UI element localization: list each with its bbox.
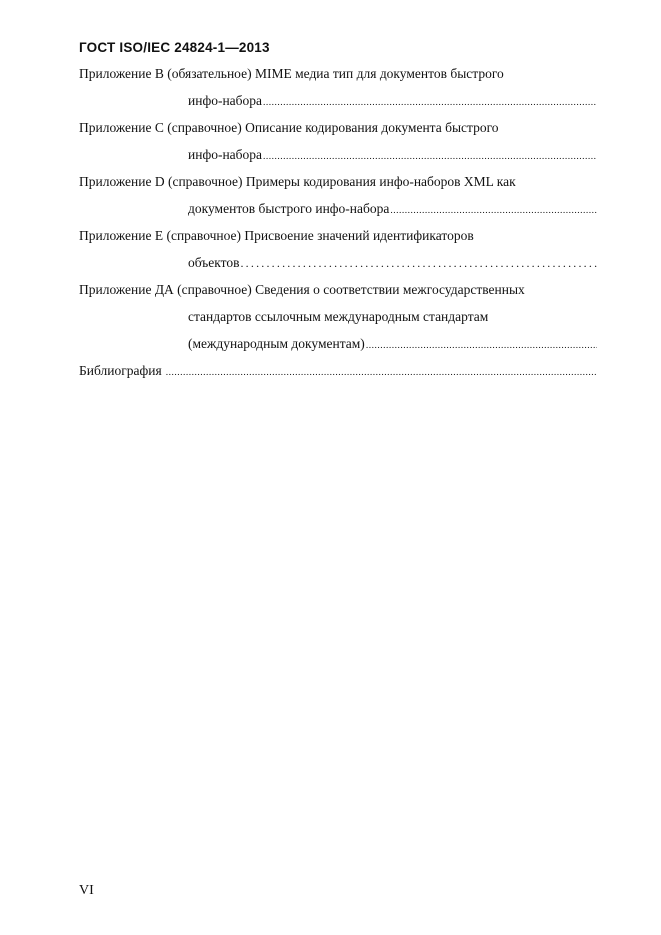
- dot-leader: [263, 94, 597, 110]
- dot-leader: [240, 254, 597, 272]
- toc-entry-title: Приложение E (справочное) Присвоение значений идентификаторов: [79, 228, 474, 243]
- document-header: [79, 40, 270, 55]
- toc-entry-text: объектов: [188, 255, 240, 270]
- toc-entry-annex-c[interactable]: [79, 118, 597, 164]
- toc-entry-continuation: [79, 334, 597, 353]
- toc-entry-annex-d[interactable]: [79, 172, 597, 218]
- toc-entry-annex-b[interactable]: [79, 64, 597, 110]
- toc-entry-bibliography[interactable]: [79, 361, 597, 380]
- dot-leader: [166, 364, 597, 380]
- toc-entry-continuation: [79, 91, 597, 110]
- toc-entry-text: (международным документам): [188, 336, 365, 351]
- toc-entry-annex-e[interactable]: [79, 226, 597, 272]
- toc-entry-continuation: стандартов ссылочным международным стандартам: [188, 309, 489, 324]
- toc-entry-continuation: [79, 145, 597, 164]
- toc-entry-text: инфо-набора: [188, 147, 263, 162]
- dot-leader: [366, 337, 597, 353]
- table-of-contents: [79, 64, 597, 388]
- toc-entry-title: Приложение В (обязательное) MIME медиа тип для документов быстрого: [79, 66, 504, 81]
- toc-entry-annex-da[interactable]: [79, 280, 597, 353]
- dot-leader: [263, 148, 597, 164]
- toc-entry-text: документов быстрого инфо-набора: [188, 201, 390, 216]
- toc-entry-title: Приложение С (справочное) Описание кодирования документа быстрого: [79, 120, 499, 135]
- toc-entry-title: Приложение D (справочное) Примеры кодирования инфо-наборов XML как: [79, 174, 516, 189]
- toc-entry-continuation: [79, 253, 597, 272]
- dot-leader: [390, 202, 597, 218]
- toc-entry-title-line: [79, 361, 597, 380]
- standard-designation: ГОСТ ISO/IEC 24824-1—2013: [79, 40, 270, 55]
- toc-entry-text: инфо-набора: [188, 93, 263, 108]
- toc-entry-continuation: [79, 199, 597, 218]
- page-number: VI: [79, 883, 94, 898]
- toc-entry-text: Библиография: [79, 363, 162, 378]
- toc-entry-title: Приложение ДА (справочное) Сведения о соответствии межгосударственных: [79, 282, 525, 297]
